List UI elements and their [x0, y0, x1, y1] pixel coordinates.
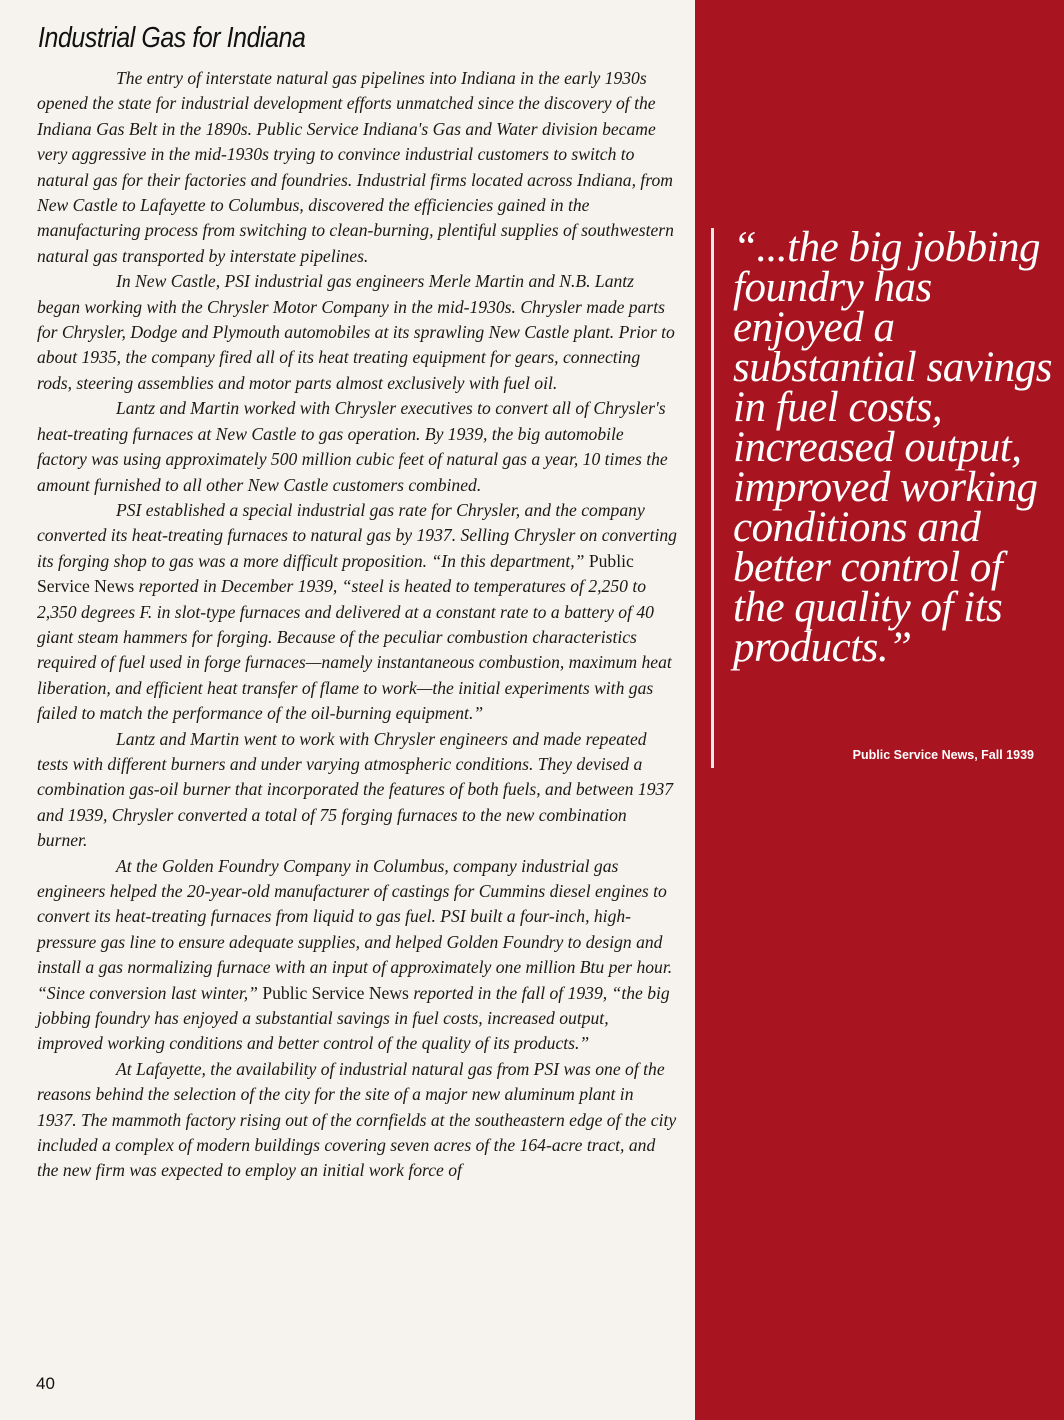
paragraph-text: At the Golden Foundry Company in Columbus, company industrial gas engineers helped the 20-year-old manufacturer of castings for Cummins diesel engines to convert its heat-treating furnaces from liquid to gas fuel. PSI built a four-inch, high-pressure gas line to ensure adequate supplies, and helped Golden Foundry to design and install a gas normalizing furnace with an input of approximately one million Btu per hour. “Since conversion last winter,”	[37, 855, 673, 1003]
quote-attribution: Public Service News, Fall 1939	[852, 748, 1034, 762]
paragraph	[37, 498, 677, 727]
paragraph: In New Castle, PSI industrial gas engineers Merle Martin and N.B. Lantz began working with the Chrysler Motor Company in the mid-1930s. Chrysler made parts for Chrysler, Dodge and Plymouth automobiles at its sprawling New Castle plant. Prior to about 1935, the company fired all of its heat treating equipment for gears, connecting rods, steering assemblies and motor parts almost exclusively with fuel oil.	[37, 271, 675, 393]
article-body	[37, 66, 677, 1184]
pull-quote-panel	[695, 0, 1064, 1420]
publication-name: Public Service News	[262, 982, 409, 1003]
paragraph	[37, 854, 677, 1057]
paragraph: Lantz and Martin went to work with Chrysler engineers and made repeated tests with different burners and under varying atmospheric conditions. They devised a combination gas-oil burner that incorporated the features of both fuels, and between 1937 and 1939, Chrysler converted a total of 75 forging furnaces to the new combination burner.	[37, 728, 674, 851]
paragraph-text: reported in December 1939, “steel is heated to temperatures of 2,250 to 2,350 degrees F. in slot-type furnaces and delivered at a constant rate to a battery of 40 giant steam hammers for forging. Because of the peculiar combustion characteristics required of fuel used in forge furnaces—namely instantaneous combustion, maximum heat liberation, and efficient heat transfer of flame to work—the initial experiments with gas failed to match the performance of the oil-burning equipment.”	[37, 576, 672, 724]
page-number: 40	[36, 1374, 55, 1393]
paragraph: The entry of interstate natural gas pipelines into Indiana in the early 1930s opened the state for industrial development efforts unmatched since the discovery of the Indiana Gas Belt in the 1890s. Public Service Indiana's Gas and Water division became very aggressive in the mid-1930s trying to convince industrial customers to switch to natural gas for their factories and foundries. Industrial firms located across Indiana, from New Castle to Lafayette to Columbus, discovered the efficiencies gained in the manufacturing process from switching to clean-burning, plentiful supplies of southwestern natural gas transported by interstate pipelines.	[37, 68, 674, 266]
pull-quote: “...the big jobbing foundry has enjoyed a substantial savings in fuel costs, increased output, improved working conditions and better control of the quality of its products.”	[733, 224, 1053, 671]
paragraph: At Lafayette, the availability of industrial natural gas from PSI was one of the reasons behind the selection of the city for the site of a major new aluminum plant in 1937. The mammoth factory rising out of the cornfields at the southeastern edge of the city included a complex of modern buildings covering seven acres of the 164-acre tract, and the new firm was expected to employ an initial work force of	[37, 1058, 677, 1181]
page-title: Industrial Gas for Indiana	[38, 22, 306, 54]
paragraph: Lantz and Martin worked with Chrysler executives to convert all of Chrysler's heat-treating furnaces at New Castle to gas operation. By 1939, the big automobile factory was using approximately 500 million cubic feet of natural gas a year, 10 times the amount furnished to all other New Castle customers combined.	[37, 398, 668, 495]
paragraph-text: reported in the fall of 1939, “the big jobbing foundry has enjoyed a substantial savings in fuel costs, increased output, improved working conditions and better control of the quality of its products.”	[37, 982, 670, 1054]
quote-divider	[711, 228, 714, 768]
paragraph-text: PSI established a special industrial gas rate for Chrysler, and the company converted its heat-treating furnaces to natural gas by 1937. Selling Chrysler on converting its forging shop to gas was a more difficult proposition. “In this department,”	[37, 499, 677, 571]
publication-name: Public Service News	[37, 550, 634, 597]
